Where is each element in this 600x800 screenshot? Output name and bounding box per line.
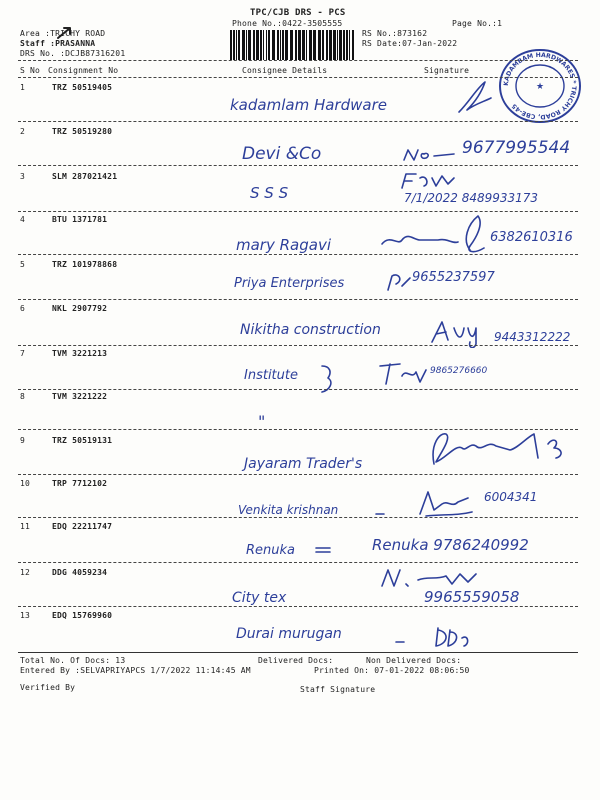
signature (426, 424, 576, 474)
row-divider (18, 389, 578, 390)
signature (402, 146, 462, 164)
row-consignment: DDG 4059234 (52, 568, 108, 577)
company-stamp (497, 46, 583, 126)
equals-mark (314, 545, 334, 555)
arrow-mark-icon (56, 26, 76, 42)
row-consignee: " (258, 412, 266, 431)
phone-note: 7/1/2022 8489933173 (404, 191, 539, 205)
barcode-bar (349, 30, 350, 60)
column-header-signature: Signature (424, 66, 470, 75)
row-consignment: TRZ 50519131 (52, 436, 113, 445)
barcode-bar (268, 30, 270, 60)
barcode-bar (337, 30, 338, 60)
row-consignment: TRP 7712102 (52, 479, 108, 488)
phone-note: 9965559058 (424, 588, 520, 606)
barcode-bar (298, 30, 301, 60)
barcode-bar (322, 30, 324, 60)
row-consignment: EDQ 22211747 (52, 522, 113, 531)
barcode-bar (246, 30, 247, 60)
row-divider (18, 211, 578, 212)
row-divider (18, 474, 578, 475)
row-consignment: TRZ 50519280 (52, 127, 113, 136)
footer-divider (18, 652, 578, 653)
non-delivered-docs: Non Delivered Docs: (366, 656, 462, 665)
barcode-bar (313, 30, 316, 60)
row-sno: 7 (20, 349, 26, 358)
row-consignment: EDQ 15769960 (52, 611, 113, 620)
row-divider (18, 517, 578, 518)
row-sno: 6 (20, 304, 26, 313)
row-consignee: Institute (244, 368, 298, 383)
row-consignment: TVM 3221213 (52, 349, 108, 358)
row-divider (18, 562, 578, 563)
barcode-bar (329, 30, 332, 60)
barcode-bar (282, 30, 284, 60)
row-consignee: Devi &Co (242, 144, 322, 164)
row-sno: 2 (20, 127, 26, 136)
barcode-bar (272, 30, 275, 60)
phone-number: Phone No.:0422-3505555 (232, 19, 343, 28)
row-sno: 3 (20, 172, 26, 181)
row-sno: 11 (20, 522, 31, 531)
row-consignee: Durai murugan (236, 626, 342, 642)
barcode-bar (236, 30, 237, 60)
barcode-bar (238, 30, 240, 60)
row-consignee: City tex (232, 590, 287, 606)
signature (378, 210, 490, 256)
barcode-bar (306, 30, 307, 60)
signature (378, 566, 498, 590)
row-consignment: TRZ 101978868 (52, 260, 118, 269)
row-consignment: TRZ 50519405 (52, 83, 113, 92)
brace-mark (316, 362, 340, 396)
entered-by: Entered By :SELVAPRIYAPCS 1/7/2022 11:14:45 AM (20, 666, 251, 675)
delivered-docs: Delivered Docs: (258, 656, 334, 665)
row-consignee: Renuka (246, 543, 296, 558)
row-consignee: Venkita krishnan (238, 503, 339, 517)
row-consignment: SLM 287021421 (52, 172, 118, 181)
row-divider (18, 121, 578, 122)
svg-text:★: ★ (535, 82, 545, 92)
signature (384, 270, 414, 294)
row-consignee: Jayaram Trader's (244, 456, 363, 472)
row-sno: 4 (20, 215, 26, 224)
area-label: Area :TRICHY ROAD (20, 29, 106, 38)
row-sno: 13 (20, 611, 31, 620)
phone-note: Renuka 9786240992 (372, 536, 529, 554)
signature (372, 486, 482, 520)
row-consignment: NKL 2907792 (52, 304, 108, 313)
row-divider (18, 299, 578, 300)
barcode-bar (343, 30, 345, 60)
row-consignment: TVM 3221222 (52, 392, 108, 401)
signature (394, 624, 474, 650)
barcode-bar (253, 30, 255, 60)
row-sno: 12 (20, 568, 31, 577)
phone-note: 9677995544 (462, 138, 571, 158)
row-consignee: Priya Enterprises (234, 276, 345, 291)
phone-note: 9655237597 (412, 270, 495, 285)
row-consignee: S S S (250, 184, 289, 202)
page-number: Page No.:1 (452, 19, 503, 28)
barcode-bar (333, 30, 336, 60)
barcode-bar (326, 30, 328, 60)
row-divider (18, 254, 578, 255)
row-consignee: mary Ragavi (236, 236, 331, 254)
rs-date: RS Date:07-Jan-2022 (362, 39, 458, 48)
header-divider (18, 60, 578, 61)
drs-number: DRS No. :DCJB87316201 (20, 49, 126, 58)
rs-number: RS No.:873162 (362, 29, 428, 38)
row-sno: 8 (20, 392, 26, 401)
column-header-consignment: Consignment No (48, 66, 119, 75)
barcode-bar (263, 30, 264, 60)
barcode-bar (302, 30, 305, 60)
phone-note: 6382610316 (490, 230, 573, 245)
barcode-bar (318, 30, 321, 60)
signature (398, 170, 460, 192)
row-divider (18, 606, 578, 607)
row-sno: 1 (20, 83, 26, 92)
barcode-bar (230, 30, 232, 60)
barcode-bar (309, 30, 312, 60)
document-title: TPC/CJB DRS - PCS (250, 8, 346, 18)
phone-note: 9443312222 (494, 330, 571, 344)
staff-label: Staff :PRASANNA (20, 39, 96, 48)
row-consignee: kadamlam Hardware (230, 96, 387, 114)
printed-on: Printed On: 07-01-2022 08:06:50 (314, 666, 470, 675)
barcode-bar (290, 30, 293, 60)
row-consignee: Nikitha construction (240, 322, 381, 338)
row-divider (18, 165, 578, 166)
barcode-bar (260, 30, 262, 60)
verified-by: Verified By (20, 683, 76, 692)
barcode-bar (242, 30, 245, 60)
barcode (230, 30, 358, 60)
phone-note: 6004341 (484, 490, 538, 504)
barcode-bar (346, 30, 348, 60)
stamp-text: KADAMBAM HARDWARES * TRICHY ROAD, CBE-45 (502, 51, 578, 121)
row-consignment: BTU 1371781 (52, 215, 108, 224)
barcode-bar (248, 30, 251, 60)
signature (428, 318, 494, 348)
barcode-bar (280, 30, 281, 60)
barcode-bar (339, 30, 342, 60)
column-header-sno: S No (20, 66, 41, 75)
barcode-bar (266, 30, 267, 60)
signature (455, 78, 495, 118)
barcode-bar (256, 30, 259, 60)
barcode-bar (285, 30, 288, 60)
signature (376, 360, 432, 388)
total-docs: Total No. Of Docs: 13 (20, 656, 126, 665)
staff-signature-label: Staff Signature (300, 685, 376, 694)
row-sno: 9 (20, 436, 26, 445)
barcode-bar (277, 30, 279, 60)
barcode-bar (233, 30, 235, 60)
barcode-bar (352, 30, 354, 60)
row-sno: 10 (20, 479, 31, 488)
phone-note: 9865276660 (430, 366, 488, 376)
column-header-consignee: Consignee Details (242, 66, 328, 75)
row-divider (18, 345, 578, 346)
row-sno: 5 (20, 260, 26, 269)
barcode-bar (295, 30, 297, 60)
